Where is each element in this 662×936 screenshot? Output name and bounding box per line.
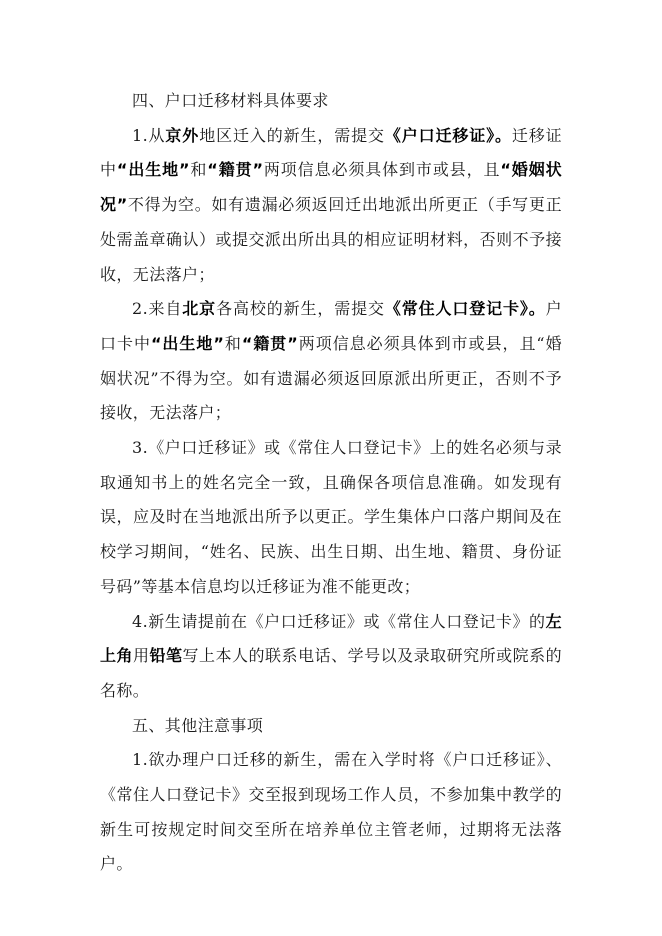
text-segment: 户口卡中 bbox=[100, 299, 562, 353]
emphasis-registration-card: 《常住人口登记卡》。 bbox=[384, 299, 546, 319]
requirement-item-3 bbox=[100, 431, 562, 605]
text-segment: 两项信息必须具体到市或县，且 bbox=[263, 160, 501, 180]
emphasis-native-place: “籍贯” bbox=[241, 333, 299, 353]
text-segment: 地区迁入的新生，需提交 bbox=[199, 125, 385, 145]
text-segment: 4.新生请提前在《户口迁移证》或《常住人口登记卡》的 bbox=[132, 611, 546, 631]
document-page bbox=[100, 84, 562, 882]
text-segment: 3.《户口迁移证》或《常住人口登记卡》上的姓名必须与录取通知书上的姓名完全一致，且确保各项信息准确。如发现有误，应及时在当地派出所予以更正。学生集体户口落户期间及在校学习期间，“姓名、民族、出生日期、出生地、籍贯、身份证号码”等基本信息均以迁移证为准不能更改； bbox=[100, 438, 562, 596]
emphasis-native-place: “籍贯” bbox=[207, 160, 264, 180]
text-segment: 和 bbox=[224, 333, 242, 353]
text-segment: 用 bbox=[133, 646, 150, 666]
text-segment: 写上本人的联系电话、学号以及录取研究所或院系的名称。 bbox=[100, 646, 563, 700]
notice-item-1 bbox=[100, 743, 562, 882]
emphasis-top-left-corner: 左上角 bbox=[100, 611, 562, 666]
emphasis-beijing: 北京 bbox=[182, 299, 217, 319]
emphasis-birthplace: “出生地” bbox=[116, 160, 190, 180]
requirement-item-2 bbox=[100, 292, 562, 431]
emphasis-migration-certificate: 《户口迁移证》。 bbox=[384, 125, 512, 145]
text-segment: 各高校的新生，需提交 bbox=[216, 299, 385, 319]
requirement-item-1 bbox=[100, 119, 562, 293]
section-heading-4: 四、户口迁移材料具体要求 bbox=[132, 91, 329, 110]
emphasis-outside-beijing: 京外 bbox=[165, 125, 200, 145]
text-segment: 1.欲办理户口迁移的新生，需在入学时将《户口迁移证》、《常住人口登记卡》交至报到现场工作人员，不参加集中教学的新生可按规定时间交至所在培养单位主管老师，过期将无法落户。 bbox=[100, 750, 562, 874]
requirement-item-4 bbox=[100, 605, 562, 709]
text-segment: 1.从 bbox=[132, 125, 166, 145]
emphasis-birthplace: “出生地” bbox=[150, 333, 225, 353]
text-segment: 迁移证中 bbox=[100, 125, 562, 180]
text-segment: 不得为空。如有遗漏必须返回迁出地派出所更正（手写更正处需盖章确认）或提交派出所出具的相应证明材料，否则不予接收，无法落户； bbox=[100, 195, 562, 284]
emphasis-marital-status: “婚姻状况” bbox=[100, 160, 562, 215]
emphasis-pencil: 铅笔 bbox=[149, 646, 183, 666]
text-segment: 两项信息必须具体到市或县，且“婚姻状况”不得为空。如有遗漏必须返回原派出所更正，否则不予接收，无法落户； bbox=[100, 333, 562, 423]
text-segment: 2.来自 bbox=[132, 299, 183, 319]
section-heading-5: 五、其他注意事项 bbox=[132, 715, 264, 735]
text-segment: 和 bbox=[189, 160, 208, 180]
